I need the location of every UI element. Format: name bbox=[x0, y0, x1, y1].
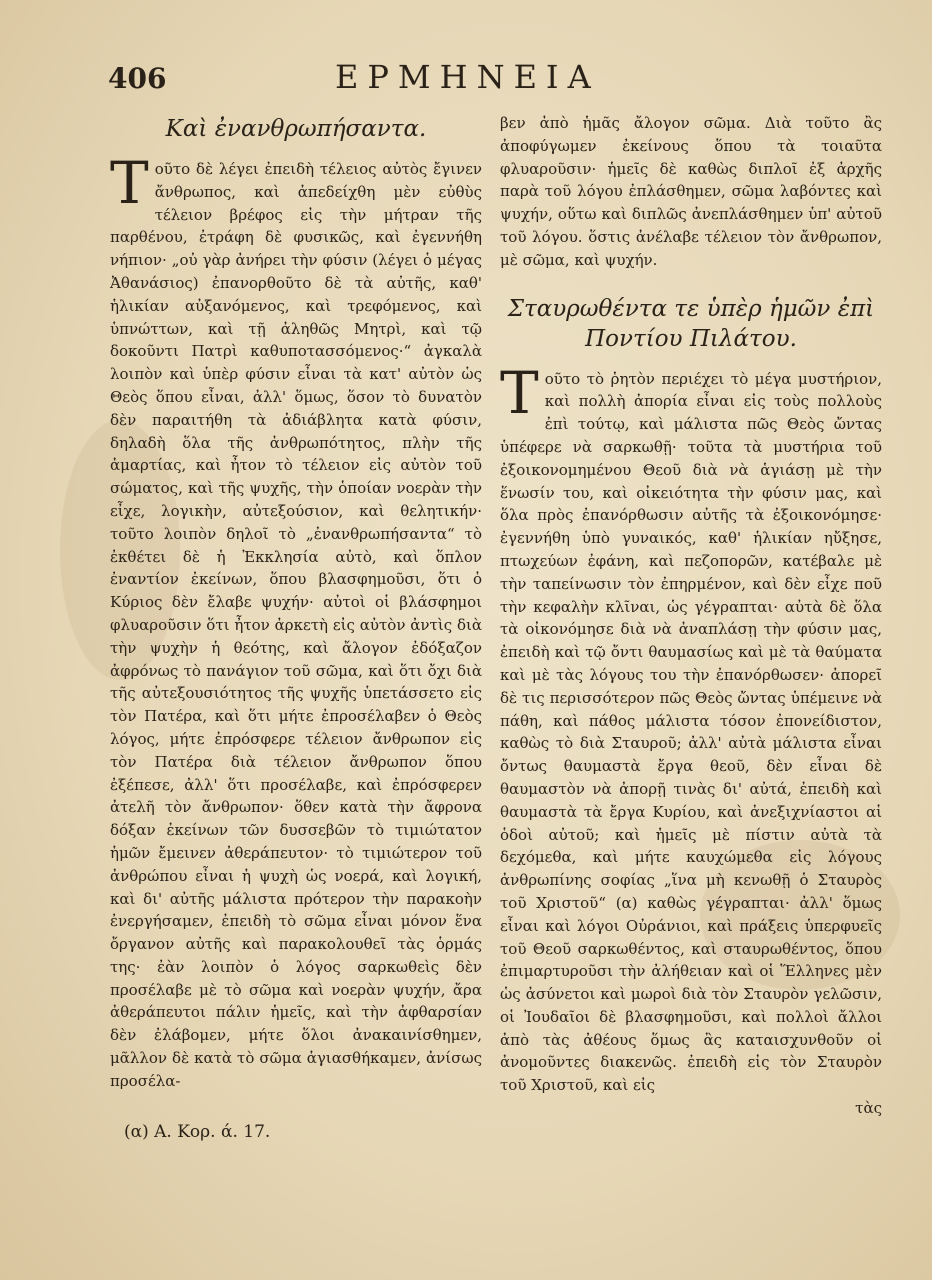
drop-cap: Τ bbox=[500, 358, 539, 427]
section-heading: Καὶ ἐνανθρωπήσαντα. bbox=[165, 116, 427, 142]
running-head: ΕΡΜΗΝΕΙΑ bbox=[335, 58, 600, 96]
paragraph bbox=[500, 358, 882, 1098]
paragraph-continuation: βεν ἀπὸ ἡμᾶς ἄλογον σῶμα. Διὰ τοῦτο ἂς ἀποφύγωμεν ἐκείνους ὅπου τὰ τοιαῦτα φλυαροῦσιν· ἡμεῖς δὲ καθὼς διπλοῖ ἐξ ἀρχῆς παρὰ τοῦ λόγου ἐπλάσθημεν, σῶμα λαβόντες καὶ ψυχήν, οὕτω καὶ διπλῶς ἀνεπλάσθημεν ὑπ' αὐτοῦ τοῦ λόγου. ὅστις ἀνέλαβε τέλειον τὸν ἄνθρωπον, μὲ σῶμα, καὶ ψυχήν. bbox=[500, 114, 882, 269]
catchword: τὰς bbox=[855, 1099, 882, 1118]
left-column bbox=[110, 112, 482, 1093]
section-heading: Σταυρωθέντα τε ὑπὲρ ἡμῶν ἐπὶ Ποντίου Πιλάτου. bbox=[507, 295, 875, 352]
paragraph-text: οῦτο τὸ ῥητὸν περιέχει τὸ μέγα μυστήριον, καὶ πολλὴ ἀπορία εἶναι εἰς τοὺς πολλοὺς ἐπὶ τούτῳ, καὶ μάλιστα πῶς Θεὸς ὤντας ὑπέφερε νὰ σαρκωθῇ· τοῦτα τὰ μυστήρια τοῦ ἐξοικονομημένου Θεοῦ διὰ νὰ ἁγιάσῃ μὲ τὴν ἕνωσίν του, καὶ οἰκειότητα τὴν φύσιν μας, καὶ ὅλα πρὸς ἐπανόρθωσιν αὐτῆς τὰ ἐξοικονόμησε· ἐγεννήθη ὑπὸ γυναικός, καθ' ἡλικίαν ηὔξησε, πτωχεύων ἐφάνη, καὶ πεζοπορῶν, κατέβαλε μὲ τὴν ταπείνωσιν τὸν ἐπηρμένον, καὶ δὲν εἶχε ποῦ τὴν κεφαλὴν κλῖναι, ὡς γέγραπται· αὐτὰ δὲ ὅλα τὰ οἰκονόμησε διὰ νὰ ἀναπλάσῃ τὴν φύσιν μας, ἐπειδὴ καὶ τῷ ὄντι θαυμασίως καὶ μὲ τὰ θαύματα καὶ μὲ τὰς λόγους του τὴν ἐπανόρθωσεν· ἀπορεῖ δὲ τις περισσότερον πῶς Θεὸς ὤντας ὑπέμεινε νὰ πάθη, καὶ πάθος μάλιστα τόσον ἐπονείδιστον, καθὼς τὸ διὰ Σταυροῦ; ἀλλ' αὐτὰ μάλιστα εἶναι ὄντως θαυμαστὰ ἔργα θεοῦ, δὲν εἶναι δὲ θαυμαστὸν νὰ ἀπορῇ τινὰς δι' αὐτά, ἐπειδὴ καὶ θαυμαστὰ τὰ ἔργα Κυρίου, καὶ ἀνεξιχνίαστοι αἱ ὁδοὶ αὐτοῦ; καὶ ἡμεῖς μὲ πίστιν αὐτὰ τὰ δεχόμεθα, καὶ μήτε καυχώμεθα εἰς λόγους ἀνθρωπίνης σοφίας „ἵνα μὴ κενωθῇ ὁ Σταυρὸς τοῦ Χριστοῦ“ (α) καθὼς γέγραπται· ἀλλ' ὅμως εἶναι καὶ λόγοι Οὐράνιοι, καὶ πράξεις ὑπερφυεῖς τοῦ Θεοῦ σαρκωθέντος, καὶ σταυρωθέντος, ὅπου ἐπιμαρτυροῦσι τὴν ἀλήθειαν καὶ οἱ Ἕλληνες μὲν ὡς ἀσύνετοι καὶ μωροὶ διὰ τὸν Σταυρὸν γελῶσιν, οἱ Ἰουδαῖοι δὲ βλασφημοῦσι, καὶ πολλοὶ ἄλλοι ἀπὸ τὰς ἀθέους ὅμως ἂς καταισχυνθοῦν οἱ ἀνομοῦντες διακενῶς. ἐπειδὴ εἰς τὸν Σταυρὸν τοῦ Χριστοῦ, καὶ εἰς bbox=[500, 369, 882, 1095]
page-number: 406 bbox=[108, 62, 167, 95]
footnote: (α) Α. Κορ. ά. 17. bbox=[124, 1122, 271, 1142]
paragraph-text: οῦτο δὲ λέγει ἐπειδὴ τέλειος αὐτὸς ἔγινεν ἄνθρωπος, καὶ ἀπεδείχθη μὲν εὐθὺς τέλειον βρέφος εἰς τὴν μήτραν τῆς παρθένου, ἐτράφη δὲ φυσικῶς, καὶ ἐγεννήθη νήπιον· „οὐ γὰρ ἀνήρει τὴν φύσιν (λέγει ὁ μέγας Ἀθανάσιος) ἐπανορθοῦτο δὲ τὰ αὐτῆς, καθ' ἡλικίαν αὐξανόμενος, καὶ τρεφόμενος, καὶ ὑπνώττων, καὶ τῇ ἀληθῶς Μητρὶ, καὶ τῷ δοκοῦντι Πατρὶ καθυποτασσόμενος·“ ἀγκαλὰ λοιπὸν καὶ ὑπὲρ φύσιν εἶναι τὰ κατ' αὐτὸν ὡς Θεὸς ὅπου εἶναι, ἀλλ' ὅμως, ὅσον τὸ δυνατὸν δὲν παραιτήθη τὰ ἀδιάβλητα κατὰ φύσιν, δηλαδὴ ὅλα τῆς ἀνθρωπότητος, πλὴν τῆς ἁμαρτίας, καὶ ἦτον τὸ τέλειον εἰς αὐτὸν τοῦ σώματος, καὶ τῆς ψυχῆς, τὴν ὁποίαν νοερὰν τὴν εἶχε, λογικὴν, αὐτεξούσιον, καὶ θελητικήν· τοῦτο λοιπὸν δηλοῖ τὸ „ἐνανθρωπήσαντα“ τὸ ἐκθέτει δὲ ἡ Ἐκκλησία αὐτὸ, καὶ ὅπλον ἐναντίον ἐκείνων, ὅπου βλασφημοῦσι, ὅτι ὁ Κύριος δὲν ἔλαβε ψυχήν· αὐτοὶ οἱ βλάσφημοι φλυαροῦσιν ὅτι ἦτον ἀρκετὴ εἰς αὐτὸν ἀντὶς διὰ τὴν ψυχὴν ἡ θεότης, καὶ ἄλογον ἐδόξαζον ἀφρόνως τὸ πανάγιον τοῦ σῶμα, καὶ ὅτι ὄχι διὰ τῆς αὐτεξουσιότητος τῆς ψυχῆς ὑπετάσσετο εἰς τὸν Πατέρα, καὶ ὅτι μήτε ἐπροσέλαβεν ὁ Θεὸς λόγος, μήτε ἐπρόσφερε τέλειον ἄνθρωπον εἰς τὸν Πατέρα διὰ τέλειον ἄνθρωπον ὅπου ἐξέπεσε, ἀλλ' ὅτι προσέλαβε, καὶ ἐπρόσφερεν ἀτελῆ τὸν ἄνθρωπον· ὅθεν κατὰ τὴν ἄφρονα δόξαν ἐκείνων τῶν δυσσεβῶν τὸ τιμιώτατον ἡμῶν ἔμεινεν ἀθεράπευτον· τὸ τιμιώτερον τοῦ ἀνθρώπου εἶναι ἡ ψυχὴ ὡς νοερά, καὶ λογική, καὶ δι' αὐτῆς μάλιστα πρότερον τὴν παρακοὴν ἐνεργήσαμεν, ἐπειδὴ τὸ σῶμα εἶναι μόνον ἕνα ὄργανον αὐτῆς καὶ παρακολουθεῖ τὰς ὁρμάς της· ἐὰν λοιπὸν ὁ λόγος σαρκωθεὶς δὲν προσέλαβε μὲ τὸ σῶμα καὶ νοερὰν ψυχήν, ἄρα ἀθεράπευτοι πάλιν ἡμεῖς, καὶ τὴν ἀφθαρσίαν δὲν ἐλάβομεν, μήτε ὅλοι ἀνακαινίσθημεν, μᾶλλον δὲ κατὰ τὸ σῶμα ἁγιασθήκαμεν, ἀνίσως προσέλα- bbox=[110, 160, 482, 1090]
right-column bbox=[500, 112, 882, 1120]
drop-cap: Τ bbox=[110, 149, 149, 217]
paragraph bbox=[110, 149, 482, 1093]
